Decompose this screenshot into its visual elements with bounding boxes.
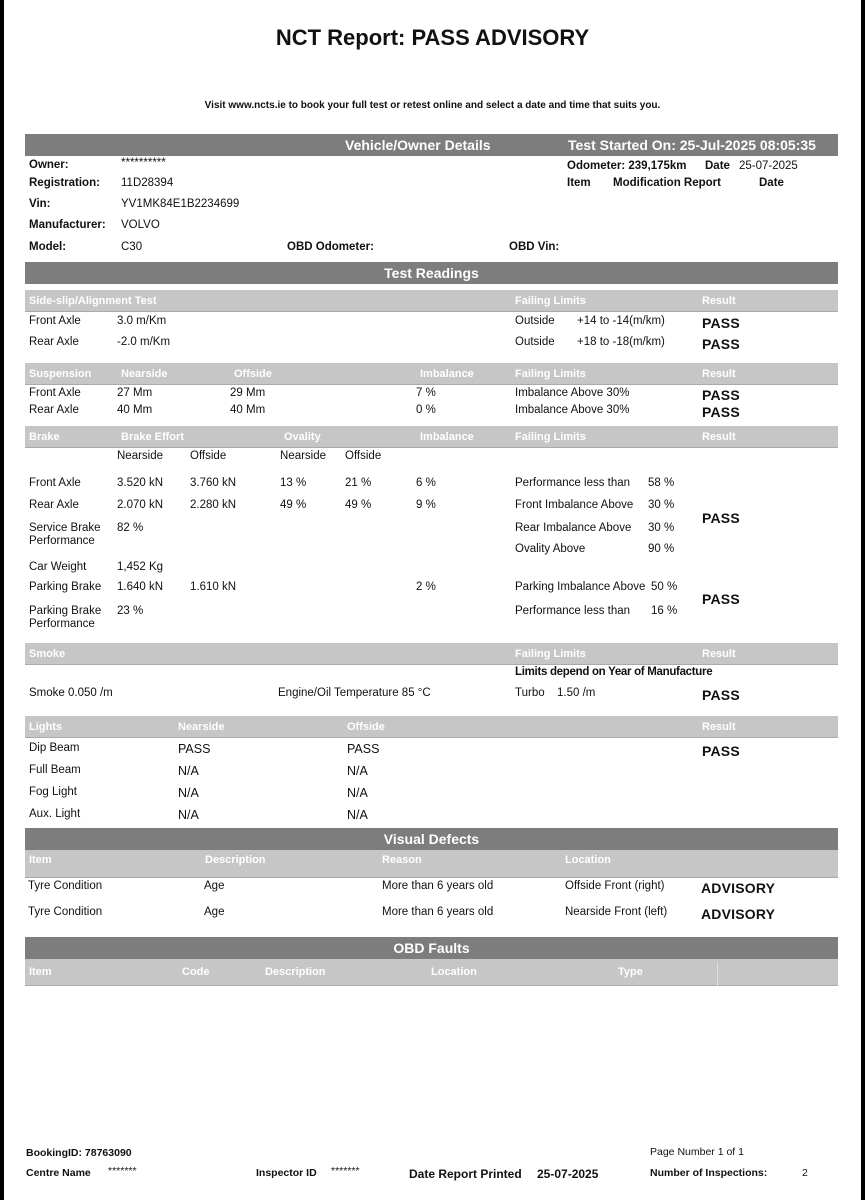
suspension-rear-label: Rear Axle (29, 404, 79, 416)
brake-failing-limits: Failing Limits (515, 430, 586, 443)
full-beam-offside: N/A (347, 764, 368, 778)
brake-rear-ovality-off: 49 % (345, 499, 372, 511)
parking-brake-performance-value: 23 % (117, 605, 144, 617)
defects-reason-col: Reason (382, 854, 422, 866)
booking-id: BookingID: 78763090 (26, 1147, 132, 1159)
defect-status: ADVISORY (701, 906, 776, 922)
aux-light-nearside: N/A (178, 808, 199, 822)
defect-location: Nearside Front (left) (565, 906, 668, 918)
suspension-rear-imbalance: 0 % (416, 404, 436, 416)
obd-column-divider (717, 962, 718, 986)
registration-label: Registration: (29, 177, 100, 189)
parking-brake-label: Parking Brake (29, 581, 102, 593)
brake-limit-ovality-value: 90 % (648, 543, 675, 555)
obd-vin-label: OBD Vin: (509, 241, 560, 253)
sideslip-header (25, 290, 838, 312)
obd-code-col: Code (182, 966, 210, 978)
service-brake-label: Service Brake Performance (29, 522, 101, 547)
defect-reason: More than 6 years old (382, 880, 494, 892)
obd-faults-title: OBD Faults (393, 940, 470, 956)
defect-status: ADVISORY (701, 880, 776, 896)
owner-value: ********** (121, 157, 166, 169)
sideslip-front-limits: +14 to -14(m/km) (577, 315, 665, 327)
sideslip-rear-limits: +18 to -18(m/km) (577, 336, 665, 348)
lights-nearside-col: Nearside (178, 720, 225, 733)
dip-beam-nearside: PASS (178, 742, 211, 756)
service-brake-result: PASS (702, 510, 740, 526)
defect-description: Age (204, 880, 225, 892)
brake-front-imbalance: 6 % (416, 477, 436, 489)
brake-front-ovality-off: 21 % (345, 477, 372, 489)
brake-limit-ovality: Ovality Above (515, 543, 586, 555)
brake-result: Result (702, 430, 736, 443)
sideslip-front-result: PASS (702, 315, 740, 331)
suspension-nearside-col: Nearside (121, 367, 168, 380)
parking-limit-performance: Performance less than (515, 605, 631, 617)
full-beam-label: Full Beam (29, 764, 81, 776)
brake-front-offside: 3.760 kN (190, 477, 237, 489)
lights-offside-col: Offside (347, 720, 385, 733)
brake-front-ovality-near: 13 % (280, 477, 307, 489)
aux-light-offside: N/A (347, 808, 368, 822)
report-title: NCT Report: PASS ADVISORY (275, 25, 590, 50)
sideslip-title: Side-slip/Alignment Test (29, 294, 157, 307)
brake-limit-performance: Performance less than (515, 477, 631, 489)
defect-description: Age (204, 906, 225, 918)
brake-title: Brake (29, 430, 60, 443)
suspension-rear-result: PASS (702, 404, 740, 420)
sideslip-result: Result (702, 294, 736, 307)
fog-light-nearside: N/A (178, 786, 199, 800)
brake-effort-col: Brake Effort (121, 430, 184, 443)
obd-faults-header (25, 937, 838, 959)
inspector-id-label: Inspector ID (256, 1167, 317, 1179)
suspension-rear-offside: 40 Mm (230, 404, 266, 416)
sideslip-front-value: 3.0 m/Km (117, 315, 167, 327)
visual-defects-header (25, 828, 838, 850)
suspension-failing-limits: Failing Limits (515, 367, 586, 380)
fog-light-offside: N/A (347, 786, 368, 800)
brake-rear-label: Rear Axle (29, 499, 79, 511)
obd-item-col: Item (29, 966, 52, 978)
smoke-result-value: PASS (702, 687, 740, 703)
suspension-front-offside: 29 Mm (230, 387, 266, 399)
date-label: Date (705, 160, 730, 172)
parking-limit-imbalance: Parking Imbalance Above (515, 581, 646, 593)
parking-brake-result: PASS (702, 591, 740, 607)
suspension-imbalance-col: Imbalance (420, 367, 474, 380)
defect-location: Offside Front (right) (565, 880, 665, 892)
parking-limit-imbalance-value: 50 % (651, 581, 678, 593)
visual-defects-columns (25, 850, 838, 878)
smoke-result: Result (702, 647, 736, 660)
turbo-label: Turbo (515, 687, 545, 699)
sideslip-rear-side: Outside (515, 336, 555, 348)
lights-header (25, 716, 838, 738)
ovality-sub-nearside: Nearside (280, 450, 327, 462)
date-printed-value: 25-07-2025 (537, 1167, 599, 1181)
centre-name-value: ******* (108, 1165, 137, 1177)
brake-sub-offside: Offside (190, 450, 227, 462)
sideslip-front-label: Front Axle (29, 315, 81, 327)
manufacturer-value: VOLVO (121, 219, 160, 231)
brake-limit-front-imbalance-value: 30 % (648, 499, 675, 511)
inspector-id-value: ******* (331, 1165, 360, 1177)
aux-light-label: Aux. Light (29, 808, 81, 820)
fog-light-label: Fog Light (29, 786, 77, 798)
suspension-front-limits: Imbalance Above 30% (515, 387, 630, 399)
brake-header (25, 426, 838, 448)
brake-sub-nearside: Nearside (117, 450, 164, 462)
brake-limit-performance-value: 58 % (648, 477, 675, 489)
brake-rear-nearside: 2.070 kN (117, 499, 164, 511)
engine-oil-temperature: Engine/Oil Temperature 85 °C (278, 687, 431, 699)
brake-rear-ovality-near: 49 % (280, 499, 307, 511)
brake-front-label: Front Axle (29, 477, 81, 489)
parking-limit-performance-value: 16 % (651, 605, 678, 617)
brake-ovality-col: Ovality (284, 430, 321, 443)
test-readings-title: Test Readings (384, 265, 479, 281)
registration-value: 11D28394 (121, 177, 174, 189)
smoke-failing-limits: Failing Limits (515, 647, 586, 660)
suspension-header (25, 363, 838, 385)
defect-item: Tyre Condition (28, 880, 103, 892)
obd-location-col: Location (431, 966, 477, 978)
ovality-sub-offside: Offside (345, 450, 382, 462)
defect-item: Tyre Condition (28, 906, 103, 918)
dip-beam-offside: PASS (347, 742, 380, 756)
modification-date-label: Date (759, 177, 784, 189)
sideslip-rear-result: PASS (702, 336, 740, 352)
test-started: Test Started On: 25-Jul-2025 08:05:35 (568, 137, 816, 153)
inspections-value: 2 (802, 1167, 808, 1179)
item-label: Item (567, 177, 591, 189)
model-label: Model: (29, 241, 67, 253)
defect-reason: More than 6 years old (382, 906, 494, 918)
manufacturer-label: Manufacturer: (29, 219, 106, 231)
brake-limit-rear-imbalance-value: 30 % (648, 522, 675, 534)
car-weight-value: 1,452 Kg (117, 561, 164, 573)
page-number: Page Number 1 of 1 (650, 1146, 744, 1158)
sideslip-front-side: Outside (515, 315, 555, 327)
defects-item-col: Item (29, 854, 52, 866)
turbo-value: 1.50 /m (557, 687, 596, 699)
suspension-offside-col: Offside (234, 367, 272, 380)
suspension-title: Suspension (29, 367, 92, 380)
defects-location-col: Location (565, 854, 611, 866)
report-page (4, 0, 861, 1200)
service-brake-value: 82 % (117, 522, 144, 534)
brake-limit-rear-imbalance: Rear Imbalance Above (515, 522, 632, 534)
brake-imbalance-col: Imbalance (420, 430, 474, 443)
suspension-rear-nearside: 40 Mm (117, 404, 153, 416)
parking-brake-offside: 1.610 kN (190, 581, 237, 593)
parking-brake-nearside: 1.640 kN (117, 581, 164, 593)
booking-info-line: Visit www.ncts.ie to book your full test or retest online and select a date and time that suits you. (204, 100, 661, 111)
test-readings-header (25, 262, 838, 284)
modification-report-label: Modification Report (613, 177, 721, 189)
obd-description-col: Description (265, 966, 326, 978)
full-beam-nearside: N/A (178, 764, 199, 778)
smoke-value: Smoke 0.050 /m (29, 687, 113, 699)
model-value: C30 (121, 241, 143, 253)
lights-title: Lights (29, 720, 62, 733)
smoke-header (25, 643, 838, 665)
vin-label: Vin: (29, 198, 51, 210)
obd-odometer-label: OBD Odometer: (287, 241, 374, 253)
date-value: 25-07-2025 (739, 160, 798, 172)
smoke-limits-note: Limits depend on Year of Manufacture (515, 666, 713, 678)
sideslip-failing-limits: Failing Limits (515, 294, 586, 307)
suspension-front-label: Front Axle (29, 387, 81, 399)
visual-defects-title: Visual Defects (383, 831, 480, 847)
car-weight-label: Car Weight (29, 561, 87, 573)
obd-type-col: Type (618, 966, 643, 978)
parking-brake-performance-label: Parking Brake Performance (29, 605, 102, 630)
suspension-front-imbalance: 7 % (416, 387, 436, 399)
sideslip-rear-label: Rear Axle (29, 336, 79, 348)
owner-label: Owner: (29, 159, 69, 171)
lights-result-col: Result (702, 720, 736, 733)
sideslip-rear-value: -2.0 m/Km (117, 336, 171, 348)
brake-limit-front-imbalance: Front Imbalance Above (515, 499, 634, 511)
centre-name-label: Centre Name (26, 1167, 91, 1179)
suspension-front-result: PASS (702, 387, 740, 403)
brake-front-nearside: 3.520 kN (117, 477, 164, 489)
inspections-label: Number of Inspections: (650, 1167, 768, 1179)
brake-rear-imbalance: 9 % (416, 499, 436, 511)
suspension-rear-limits: Imbalance Above 30% (515, 404, 630, 416)
smoke-title: Smoke (29, 647, 66, 660)
vehicle-owner-title: Vehicle/Owner Details (345, 137, 491, 153)
vin-value: YV1MK84E1B2234699 (121, 198, 240, 210)
brake-rear-offside: 2.280 kN (190, 499, 237, 511)
dip-beam-result: PASS (702, 743, 740, 759)
suspension-result: Result (702, 367, 736, 380)
defects-description-col: Description (205, 854, 266, 866)
suspension-front-nearside: 27 Mm (117, 387, 153, 399)
dip-beam-label: Dip Beam (29, 742, 80, 754)
odometer: Odometer: 239,175km (567, 160, 687, 172)
parking-brake-imbalance: 2 % (416, 581, 436, 593)
vehicle-owner-header (25, 134, 838, 156)
date-printed-label: Date Report Printed (409, 1167, 522, 1181)
